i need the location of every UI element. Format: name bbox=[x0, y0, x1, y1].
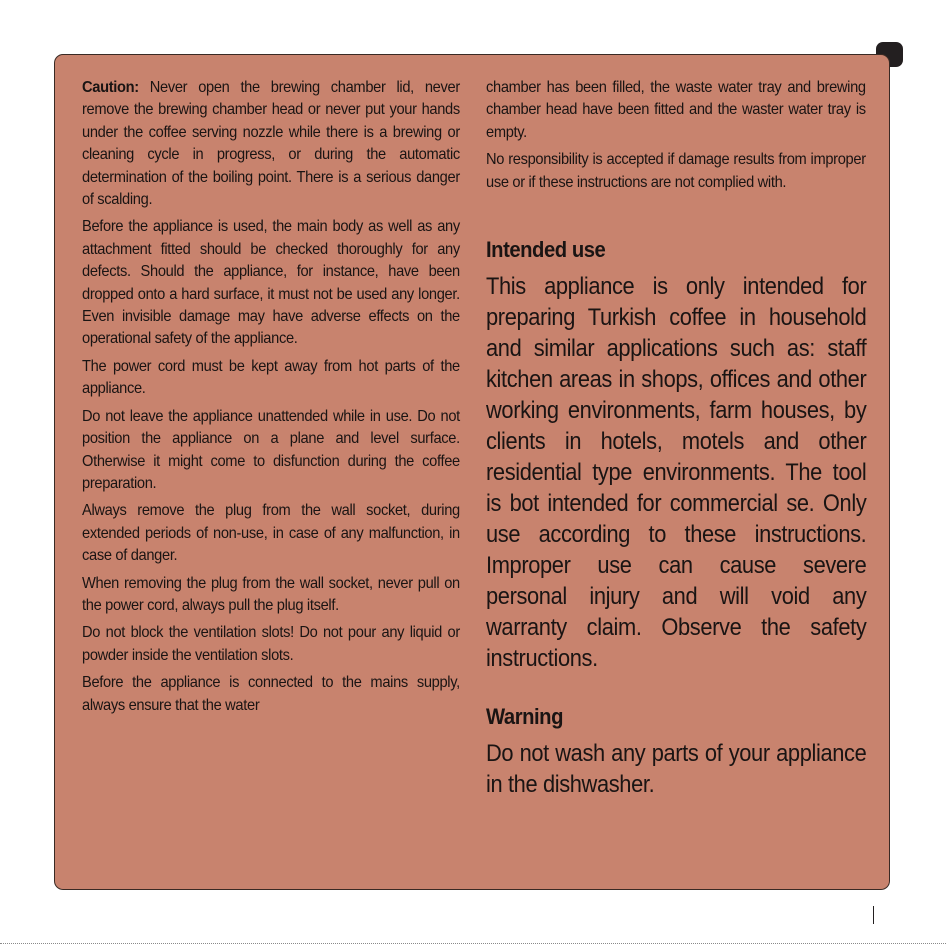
plug-pull-paragraph: When removing the plug from the wall socket, never pull on the power cord, always pull the plug itself. bbox=[82, 574, 460, 614]
water-chamber-paragraph: chamber has been filled, the waste water tray and brewing chamber head have been fitted and the waster water tray is empty. bbox=[486, 79, 866, 141]
ventilation-paragraph: Do not block the ventilation slots! Do not pour any liquid or powder inside the ventilation slots. bbox=[82, 624, 460, 664]
intended-use-heading: Intended use bbox=[486, 237, 606, 263]
dotted-trim-line bbox=[0, 943, 946, 944]
unattended-paragraph: Do not leave the appliance unattended while in use. Do not position the appliance on a plane and level surface. Otherwise it might come to disfunction during the coffee preparation. bbox=[82, 407, 460, 492]
page-edge-marker bbox=[873, 906, 874, 924]
intended-use-text: This appliance is only intended for preparing Turkish coffee in household and similar applications such as: staff kitchen areas in shops, offices and other working environments, farm houses, by clients in hotels, motels and other residential type environments. The tool is bot intended for commercial se. Only use according to these instructions. Improper use can cause severe personal injury and will void any warranty claim. Observe the safety instructions. bbox=[486, 273, 867, 673]
mains-supply-paragraph: Before the appliance is connected to the mains supply, always ensure that the water bbox=[82, 674, 460, 714]
left-column bbox=[82, 77, 460, 722]
caution-paragraph bbox=[82, 77, 460, 211]
right-column bbox=[486, 77, 866, 800]
content-panel bbox=[54, 54, 890, 890]
defects-check-paragraph: Before the appliance is used, the main body as well as any attachment fitted should be checked thoroughly for any defects. Should the appliance, for instance, have been dropped onto a hard surface, it must not be used any longer. Even invisible damage may have adverse effects on the operational safety of the appliance. bbox=[82, 218, 460, 348]
power-cord-paragraph: The power cord must be kept away from hot parts of the appliance. bbox=[82, 357, 460, 398]
warning-heading: Warning bbox=[486, 704, 563, 730]
caution-text: Never open the brewing chamber lid, never remove the brewing chamber head or never put your hands under the coffee serving nozzle while there is a brewing or cleaning cycle in progress, or during the automatic determination of the boiling point. There is a serious danger of scalding. bbox=[82, 79, 460, 209]
responsibility-paragraph: No responsibility is accepted if damage results from improper use or if these instructions are not complied with. bbox=[486, 151, 866, 191]
caution-label: Caution: bbox=[82, 79, 139, 96]
warning-text: Do not wash any parts of your appliance in the dishwasher. bbox=[486, 740, 867, 799]
remove-plug-paragraph: Always remove the plug from the wall socket, during extended periods of non-use, in case of any malfunction, in case of danger. bbox=[82, 502, 460, 565]
